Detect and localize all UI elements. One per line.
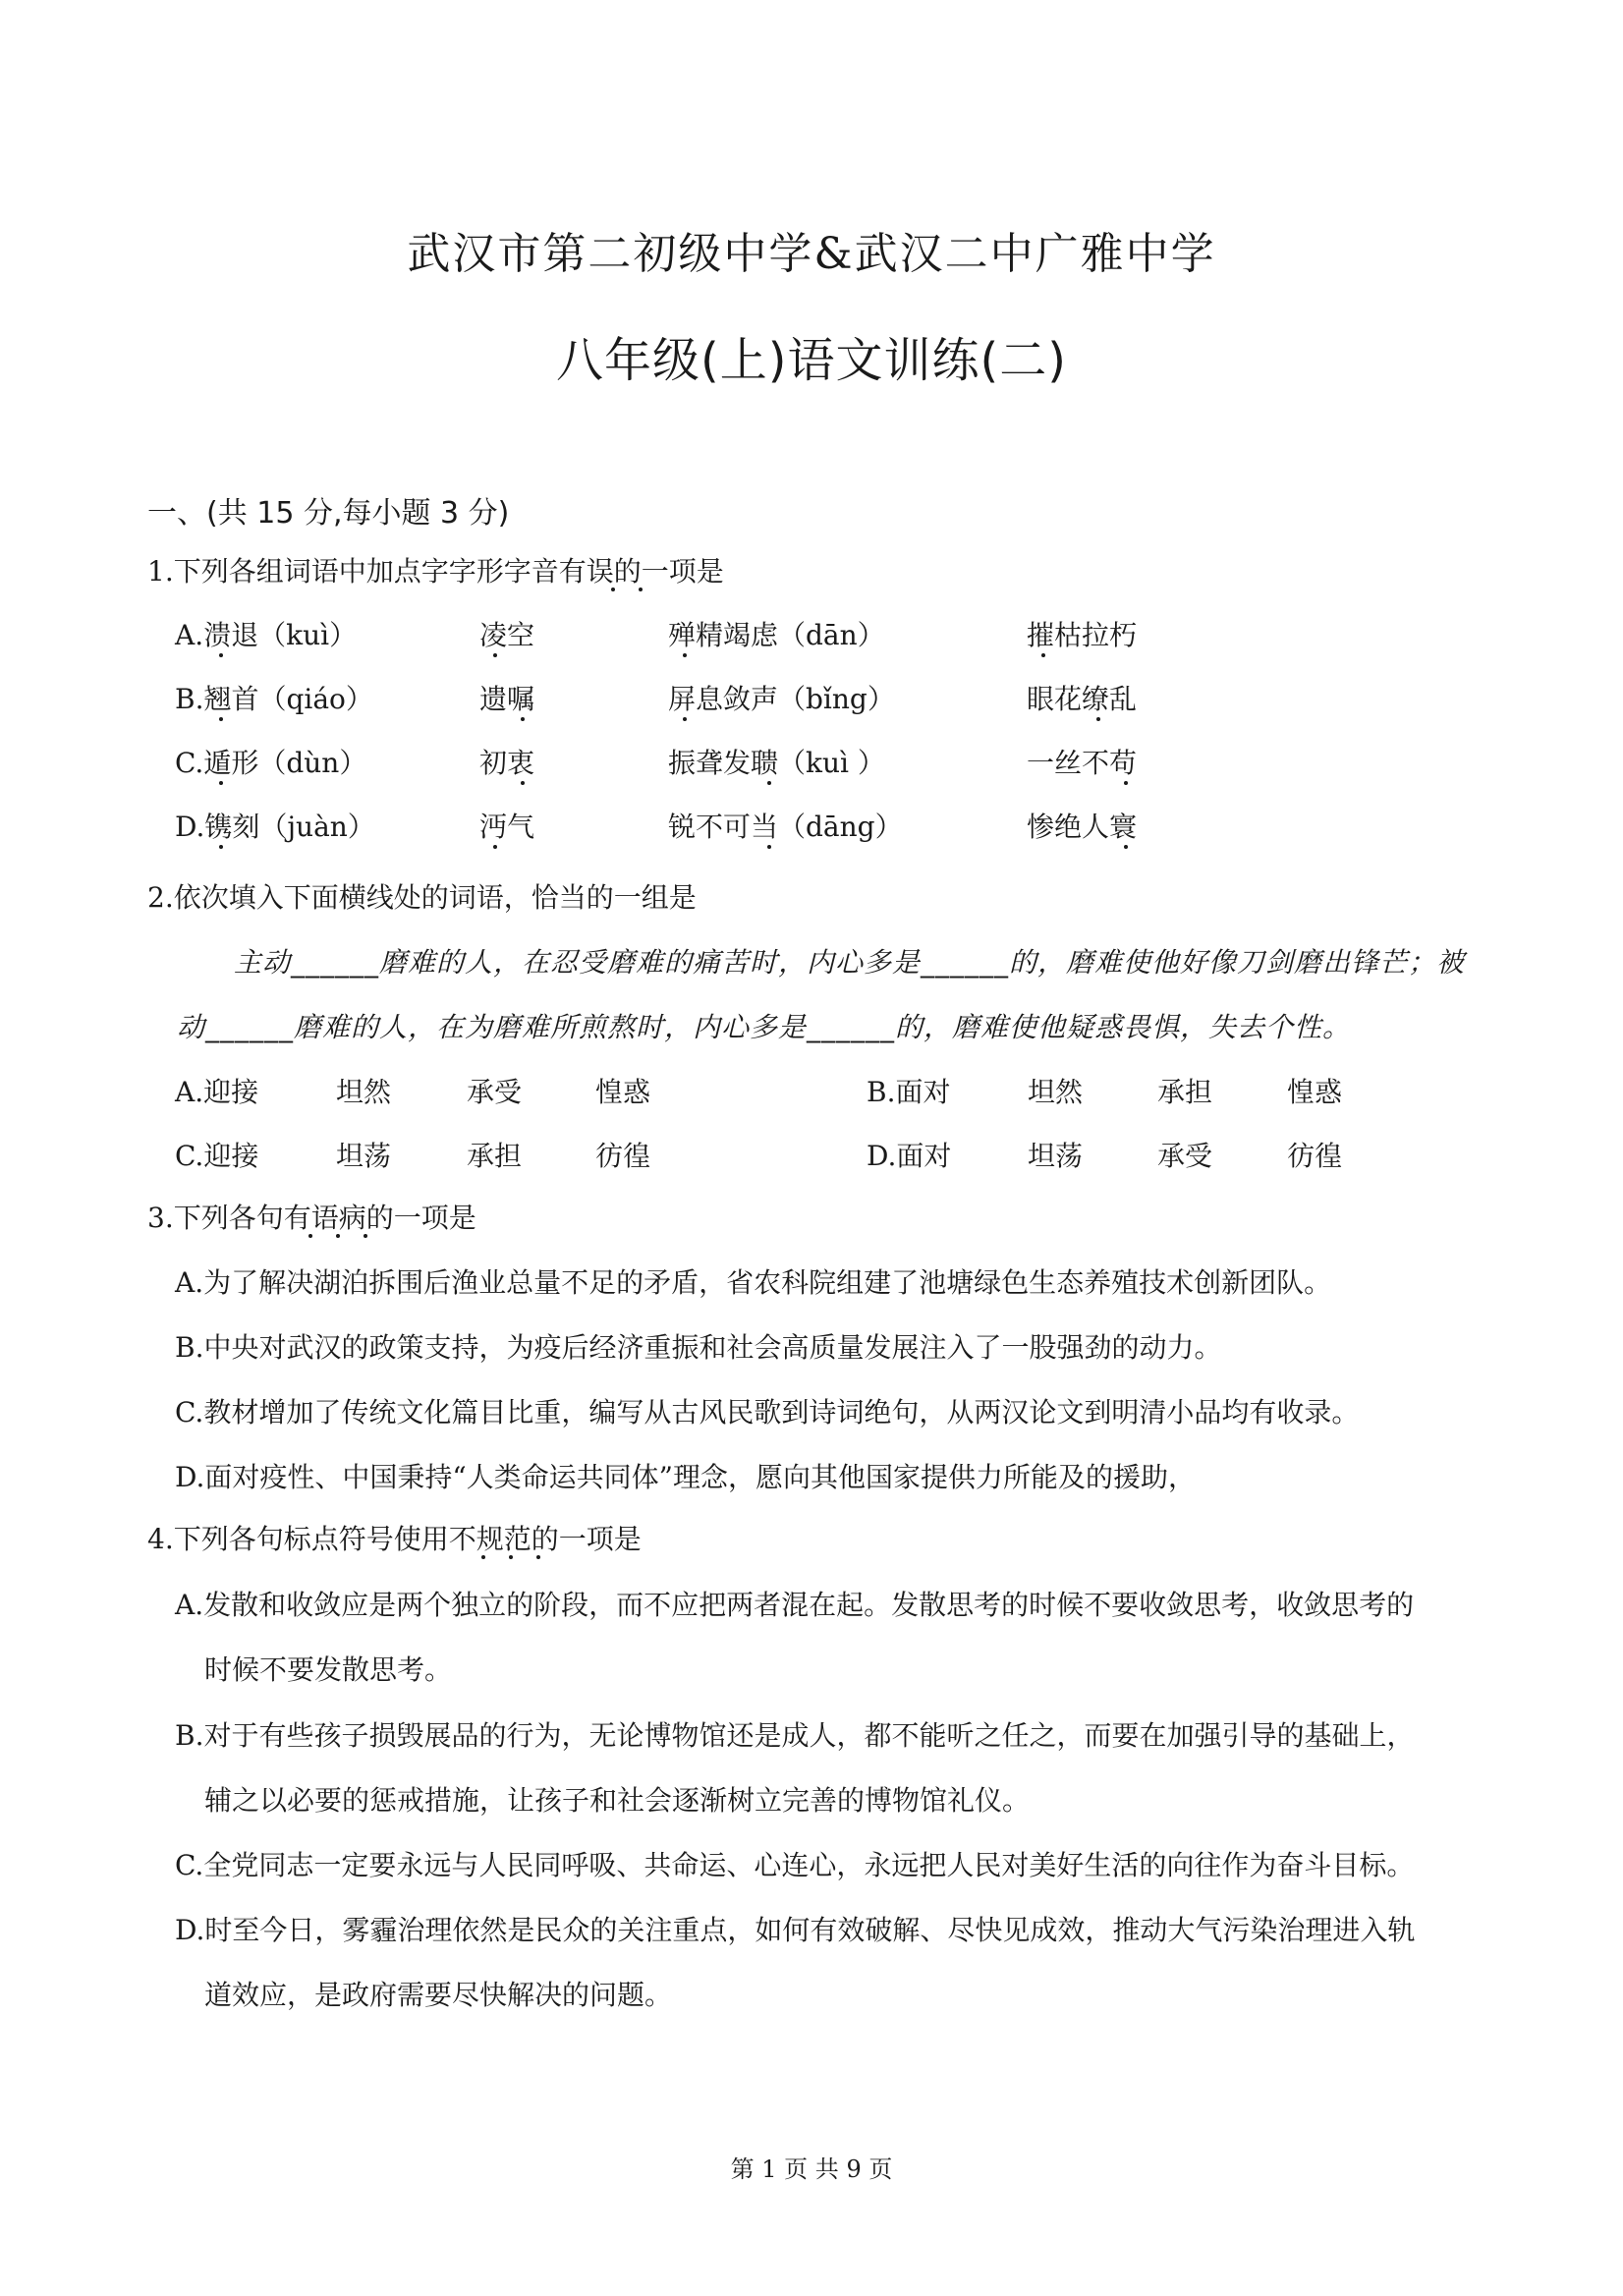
- q2-option-c-w3: 承担: [467, 1140, 523, 1172]
- q2-option-a-w3: 承受: [467, 1076, 523, 1108]
- emphasis-dot: [611, 588, 615, 591]
- school-name: 武汉市第二初级中学&武汉二中广雅中学: [407, 229, 1216, 279]
- q3-option-c: C.教材增加了传统文化篇目比重，编写从古风民歌到诗词绝句，从两汉论文到明清小品均有收录。: [175, 1396, 1360, 1428]
- emphasis-dot: [1041, 653, 1045, 657]
- q1-option-a: A.溃退（kuì）: [175, 619, 358, 651]
- question-1-stem: 1.下列各组词语中加点字字形字音有误的一项是: [147, 555, 724, 588]
- emphasis-dot: [219, 845, 223, 849]
- emphasis-dot: [364, 1234, 367, 1238]
- q2-passage-line1: 主动______磨难的人，在忍受磨难的痛苦时，内心多是______的，磨难使他好像刀剑磨出锋芒；被: [234, 946, 1466, 979]
- emphasis-dot: [219, 717, 223, 721]
- q1-option-d-word4: 惨绝人寰: [1027, 811, 1138, 843]
- q4-option-b-line2: 辅之以必要的惩戒措施，让孩子和社会逐渐树立完善的博物馆礼仪。: [204, 1784, 1031, 1817]
- q2-option-c-w2: 坦荡: [336, 1140, 392, 1172]
- q2-passage-line2: 动______磨难的人，在为磨难所煎熬时，内心多是______的，磨难使他疑惑畏惧，失去个性。: [177, 1011, 1352, 1043]
- q1-option-a-word2: 凌空: [479, 619, 535, 651]
- emphasis-dot: [767, 781, 771, 785]
- q1-option-b-word3: 屏息敛声（bǐng）: [668, 683, 895, 715]
- q2-option-a-w4: 惶惑: [595, 1076, 651, 1108]
- q1-option-d-word3: 锐不可当（dāng）: [668, 811, 903, 843]
- q2-option-d-w4: 彷徨: [1287, 1140, 1343, 1172]
- q2-option-b-w4: 惶惑: [1287, 1076, 1343, 1108]
- page-title: 八年级(上)语文训练(二): [556, 333, 1067, 388]
- q4-option-a-line1: A.发散和收敛应是两个独立的阶段，而不应把两者混在起。发散思考的时候不要收敛思考，收敛思考的: [175, 1589, 1415, 1621]
- q2-option-b-w3: 承担: [1157, 1076, 1213, 1108]
- q2-option-b-w2: 坦然: [1028, 1076, 1084, 1108]
- q2-option-b: B.面对: [867, 1076, 951, 1108]
- q2-option-d: D.面对: [867, 1140, 952, 1172]
- q4-option-d-line2: 道效应，是政府需要尽快解决的问题。: [204, 1979, 673, 2011]
- q2-option-c-w4: 彷徨: [595, 1140, 651, 1172]
- emphasis-dot: [1124, 781, 1128, 785]
- q4-option-c: C.全党同志一定要永远与人民同呼吸、共命运、心连心，永远把人民对美好生活的向往作为奋斗目标。: [175, 1849, 1415, 1881]
- emphasis-dot: [767, 845, 771, 849]
- q1-option-c-word2: 初衷: [479, 747, 535, 779]
- emphasis-dot: [683, 717, 687, 721]
- q2-option-d-w2: 坦荡: [1028, 1140, 1084, 1172]
- emphasis-dot: [509, 1555, 513, 1559]
- q1-option-b-word2: 遗嘱: [479, 683, 535, 715]
- q1-option-d: D.镌刻（juàn）: [175, 811, 375, 843]
- emphasis-dot: [639, 588, 643, 591]
- emphasis-dot: [308, 1234, 312, 1238]
- question-4-stem: 4.下列各句标点符号使用不规范的一项是: [147, 1523, 642, 1555]
- emphasis-dot: [521, 717, 525, 721]
- q2-option-a-w2: 坦然: [336, 1076, 392, 1108]
- emphasis-dot: [219, 653, 223, 657]
- q1-option-b: B.翘首（qiáo）: [175, 683, 373, 715]
- q3-option-d: D.面对疫性、中国秉持“人类命运共同体”理念，愿向其他国家提供力所能及的援助，: [175, 1461, 1196, 1493]
- q2-option-a: A.迎接: [175, 1076, 259, 1108]
- emphasis-dot: [536, 1555, 540, 1559]
- page-footer: 第 1 页 共 9 页: [730, 2156, 893, 2183]
- emphasis-dot: [336, 1234, 340, 1238]
- question-2-stem: 2.依次填入下面横线处的词语，恰当的一组是: [147, 881, 697, 914]
- q3-option-a: A.为了解决湖泊拆围后渔业总量不足的矛盾，省农科院组建了池塘绿色生态养殖技术创新团队。: [175, 1266, 1332, 1299]
- section-heading: 一、(共 15 分,每小题 3 分): [147, 496, 510, 531]
- q2-option-c: C.迎接: [175, 1140, 259, 1172]
- emphasis-dot: [219, 781, 223, 785]
- q1-option-a-word4: 摧枯拉朽: [1027, 619, 1138, 651]
- emphasis-dot: [1096, 717, 1100, 721]
- emphasis-dot: [493, 845, 497, 849]
- q4-option-a-line2: 时候不要发散思考。: [204, 1653, 453, 1686]
- q1-option-c-word4: 一丝不苟: [1027, 747, 1138, 779]
- q1-option-b-word4: 眼花缭乱: [1027, 683, 1138, 715]
- emphasis-dot: [683, 653, 687, 657]
- question-3-stem: 3.下列各句有语病的一项是: [147, 1202, 476, 1234]
- q4-option-d-line1: D.时至今日，雾霾治理依然是民众的关注重点，如何有效破解、尽快见成效，推动大气污染治理进入轨: [175, 1914, 1416, 1946]
- emphasis-dot: [1124, 845, 1128, 849]
- emphasis-dot: [493, 653, 497, 657]
- q1-option-c: C.遁形（dùn）: [175, 747, 367, 779]
- q1-option-d-word2: 沔气: [479, 811, 535, 843]
- q4-option-b-line1: B.对于有些孩子损毁展品的行为，无论博物馆还是成人，都不能听之任之，而要在加强引导的基础上，: [175, 1719, 1415, 1752]
- q1-option-c-word3: 振聋发聩（kuì ）: [668, 747, 885, 779]
- emphasis-dot: [481, 1555, 485, 1559]
- q3-option-b: B.中央对武汉的政策支持，为疫后经济重振和社会高质量发展注入了一股强劲的动力。: [175, 1331, 1222, 1364]
- q1-option-a-word3: 殚精竭虑（dān）: [668, 619, 885, 651]
- emphasis-dot: [521, 781, 525, 785]
- q2-option-d-w3: 承受: [1157, 1140, 1213, 1172]
